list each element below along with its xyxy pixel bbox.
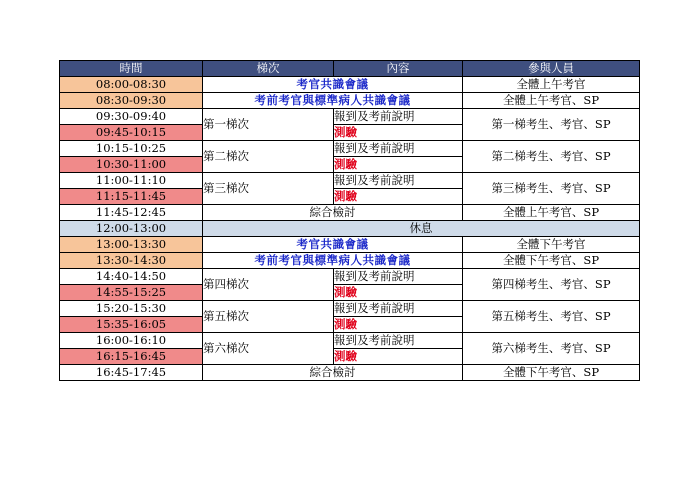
content-cell: 報到及考前說明 — [334, 141, 463, 157]
participants-cell: 第六梯考生、考官、SP — [463, 333, 640, 365]
time-cell: 10:15-10:25 — [60, 141, 203, 157]
time-cell: 12:00-13:00 — [60, 221, 203, 237]
time-cell: 09:45-10:15 — [60, 125, 203, 141]
time-cell: 16:00-16:10 — [60, 333, 203, 349]
participants-cell: 全體下午考官、SP — [463, 253, 640, 269]
header-content: 內容 — [334, 61, 463, 77]
table-row — [60, 173, 640, 189]
table-row — [60, 365, 640, 381]
time-cell: 08:30-09:30 — [60, 93, 203, 109]
content-cell: 綜合檢討 — [203, 365, 463, 381]
content-cell: 測驗 — [334, 317, 463, 333]
content-cell: 考前考官與標準病人共識會議 — [203, 253, 463, 269]
content-cell: 測驗 — [334, 189, 463, 205]
time-cell: 15:35-16:05 — [60, 317, 203, 333]
table-row — [60, 221, 640, 237]
participants-cell: 第五梯考生、考官、SP — [463, 301, 640, 333]
table-row — [60, 77, 640, 93]
header-batch: 梯次 — [203, 61, 334, 77]
content-cell: 測驗 — [334, 285, 463, 301]
content-cell: 報到及考前說明 — [334, 333, 463, 349]
content-cell: 考官共識會議 — [203, 77, 463, 93]
time-cell: 10:30-11:00 — [60, 157, 203, 173]
participants-cell: 第三梯考生、考官、SP — [463, 173, 640, 205]
time-cell: 16:45-17:45 — [60, 365, 203, 381]
time-cell: 14:55-15:25 — [60, 285, 203, 301]
batch-cell: 第五梯次 — [203, 301, 334, 333]
table-row — [60, 141, 640, 157]
participants-cell: 全體上午考官、SP — [463, 93, 640, 109]
batch-cell: 第六梯次 — [203, 333, 334, 365]
batch-cell: 第四梯次 — [203, 269, 334, 301]
batch-cell: 第二梯次 — [203, 141, 334, 173]
time-cell: 11:00-11:10 — [60, 173, 203, 189]
time-cell: 16:15-16:45 — [60, 349, 203, 365]
time-cell: 13:00-13:30 — [60, 237, 203, 253]
batch-cell: 第一梯次 — [203, 109, 334, 141]
participants-cell: 第四梯考生、考官、SP — [463, 269, 640, 301]
participants-cell: 全體下午考官、SP — [463, 365, 640, 381]
time-cell: 15:20-15:30 — [60, 301, 203, 317]
table-row — [60, 333, 640, 349]
content-cell: 報到及考前說明 — [334, 269, 463, 285]
schedule-table — [59, 60, 640, 381]
header-time: 時間 — [60, 61, 203, 77]
content-cell: 報到及考前說明 — [334, 173, 463, 189]
participants-cell: 全體下午考官 — [463, 237, 640, 253]
content-cell: 測驗 — [334, 349, 463, 365]
time-cell: 13:30-14:30 — [60, 253, 203, 269]
table-row — [60, 253, 640, 269]
table-row — [60, 269, 640, 285]
table-row — [60, 93, 640, 109]
break-cell: 休息 — [203, 221, 640, 237]
content-cell: 報到及考前說明 — [334, 301, 463, 317]
content-cell: 綜合檢討 — [203, 205, 463, 221]
content-cell: 測驗 — [334, 125, 463, 141]
time-cell: 08:00-08:30 — [60, 77, 203, 93]
batch-cell: 第三梯次 — [203, 173, 334, 205]
participants-cell: 第一梯考生、考官、SP — [463, 109, 640, 141]
time-cell: 14:40-14:50 — [60, 269, 203, 285]
participants-cell: 第二梯考生、考官、SP — [463, 141, 640, 173]
participants-cell: 全體上午考官、SP — [463, 205, 640, 221]
table-row — [60, 237, 640, 253]
content-cell: 測驗 — [334, 157, 463, 173]
table-row — [60, 109, 640, 125]
table-row — [60, 205, 640, 221]
table-header-row — [60, 61, 640, 77]
table-row — [60, 301, 640, 317]
participants-cell: 全體上午考官 — [463, 77, 640, 93]
time-cell: 09:30-09:40 — [60, 109, 203, 125]
time-cell: 11:45-12:45 — [60, 205, 203, 221]
content-cell: 考前考官與標準病人共識會議 — [203, 93, 463, 109]
content-cell: 報到及考前說明 — [334, 109, 463, 125]
time-cell: 11:15-11:45 — [60, 189, 203, 205]
content-cell: 考官共識會議 — [203, 237, 463, 253]
header-participants: 參與人員 — [463, 61, 640, 77]
